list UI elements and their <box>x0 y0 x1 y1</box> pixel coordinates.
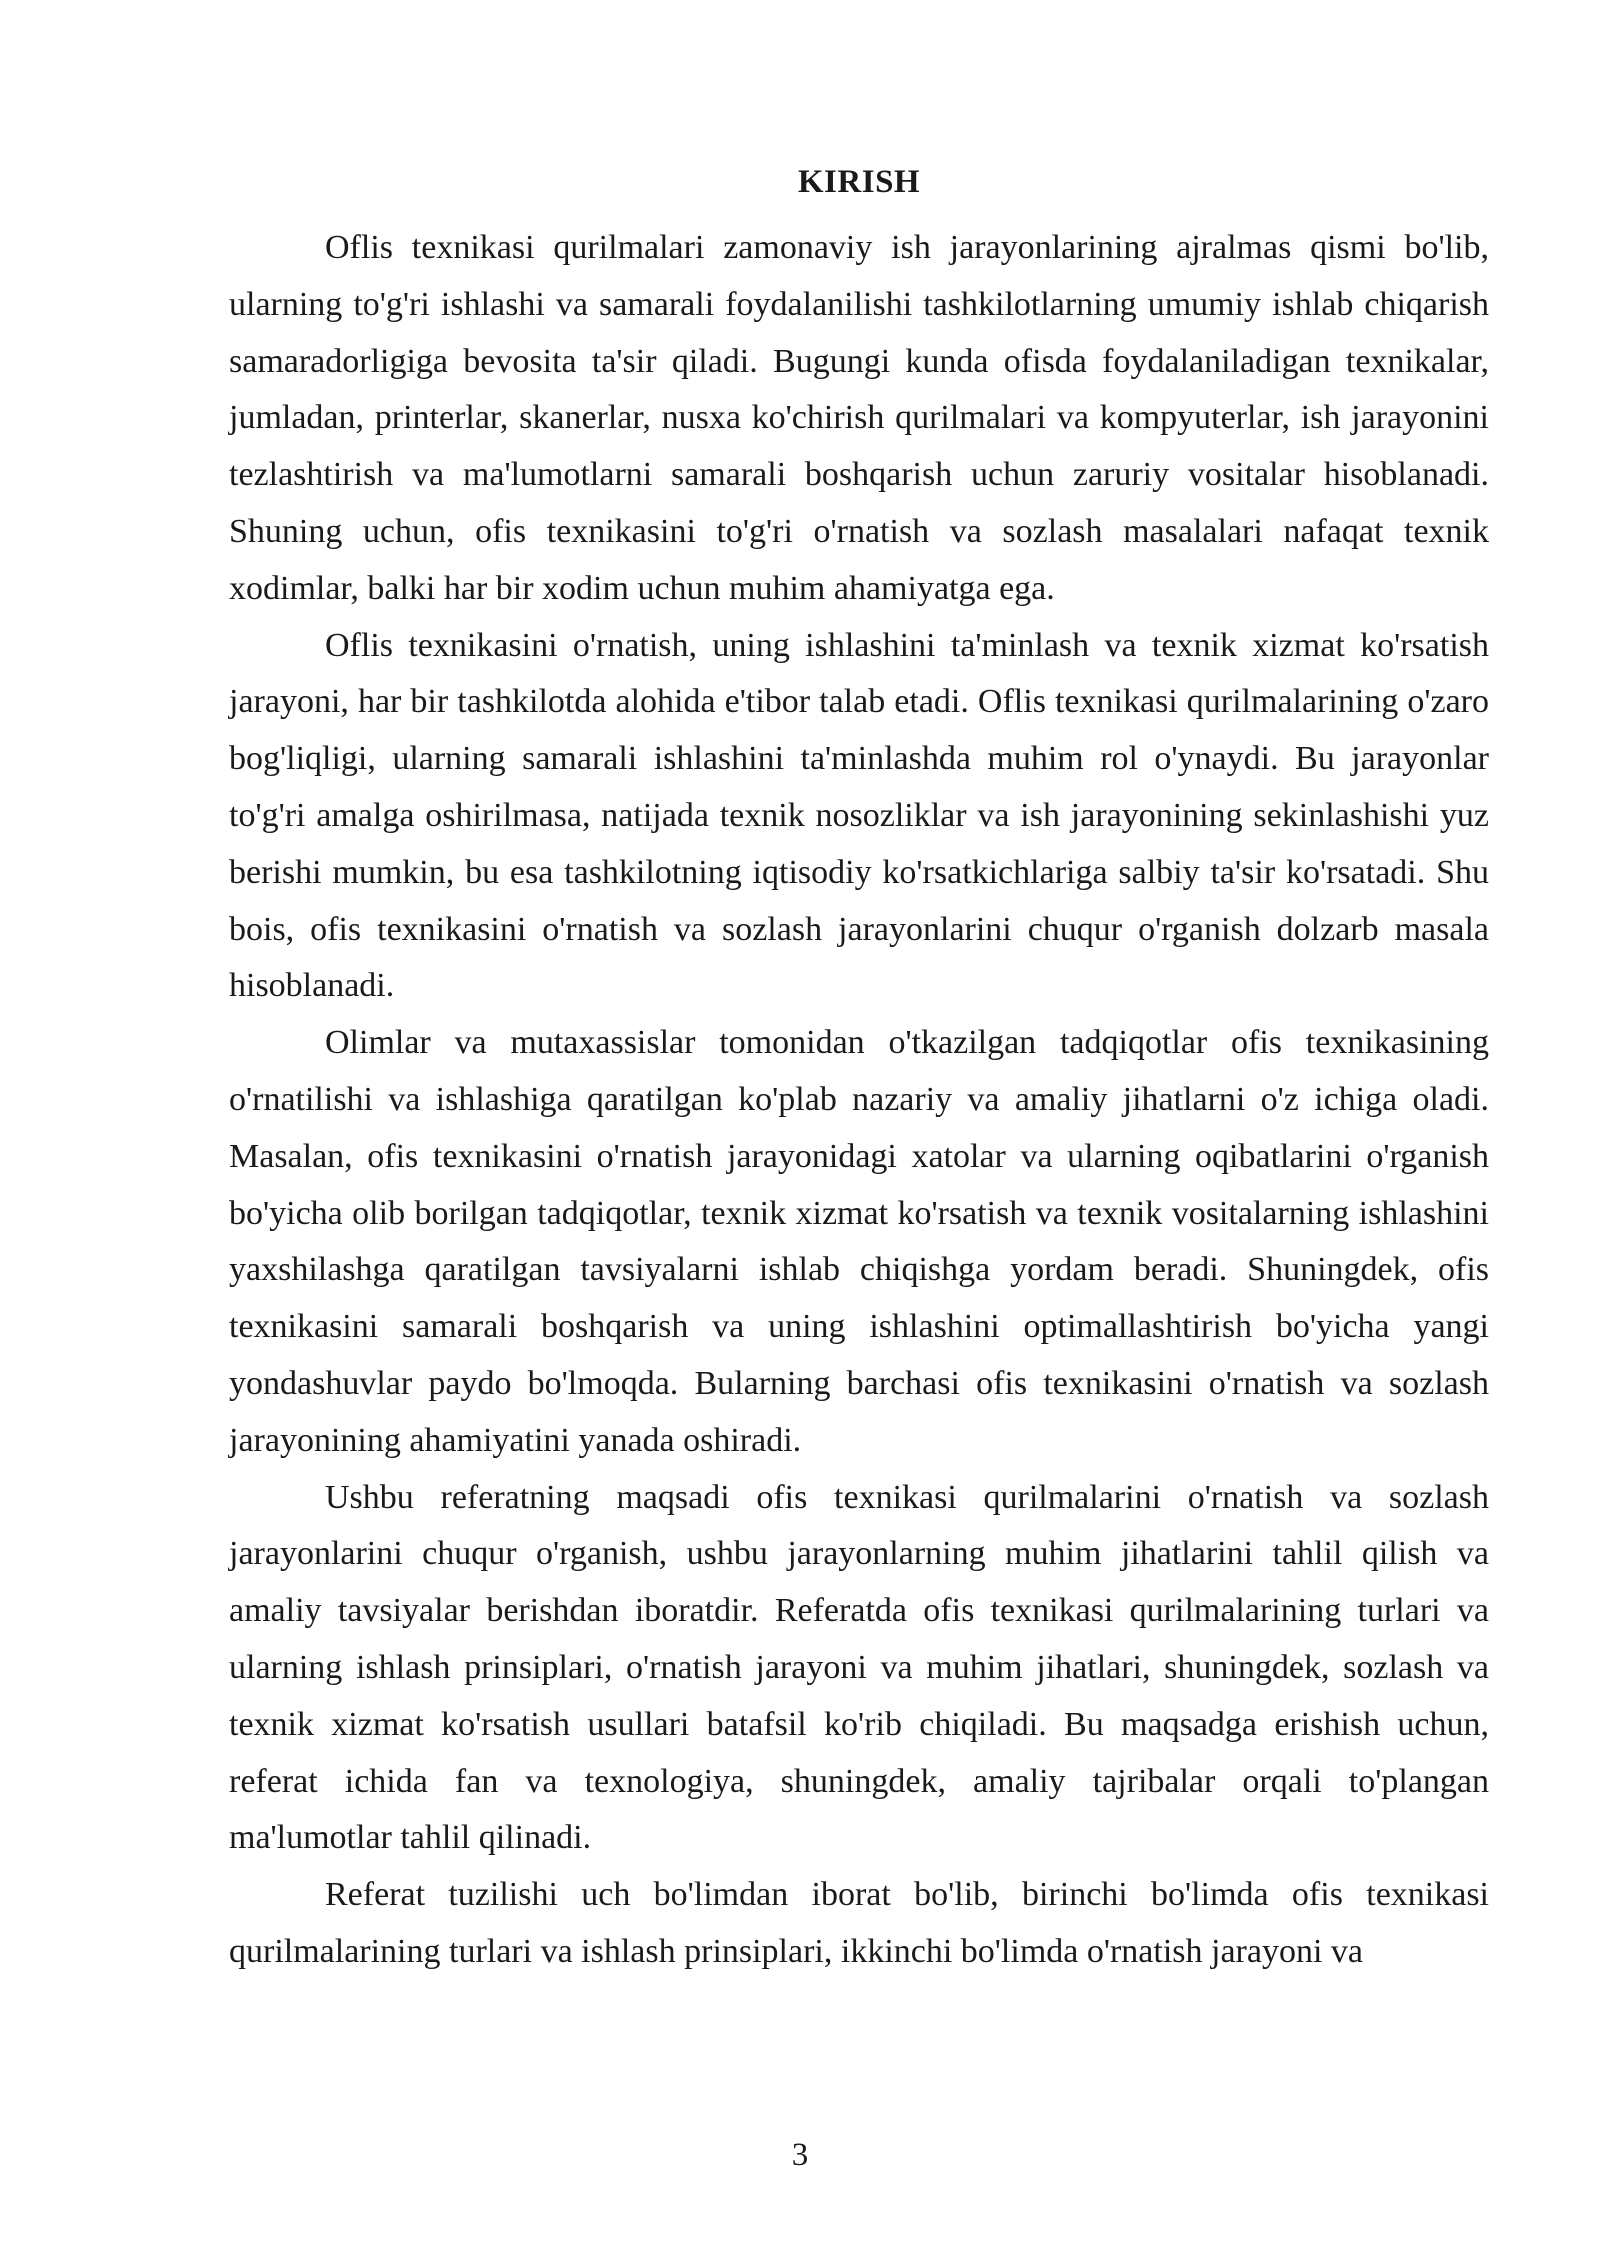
paragraph: Ushbu referatning maqsadi ofis texnikasi qurilmalarini o'rnatish va sozlash jarayonlarini chuqur o'rganish, ushbu jarayonlarning muhim jihatlarini tahlil qilish va amaliy tavsiyalar berishdan iboratdir. Referatda ofis texnikasi qurilmalarining turlari va ularning ishlash prinsiplari, o'rnatish jarayoni va muhim jihatlari, shuningdek, sozlash va texnik xizmat ko'rsatish usullari batafsil ko'rib chiqiladi. Bu maqsadga erishish uchun, referat ichida fan va texnologiya, shuningdek, amaliy tajribalar orqali to'plangan ma'lumotlar tahlil qilinadi. <box>229 1478 1489 1857</box>
section-title: KIRISH <box>797 164 921 200</box>
page-number: 3 <box>791 2137 809 2173</box>
paragraph: Referat tuzilishi uch bo'limdan iborat bo'lib, birinchi bo'limda ofis texnikasi qurilmalarining turlari va ishlash prinsiplari, ikkinchi bo'limda o'rnatish jarayoni va <box>229 1876 1489 1970</box>
paragraph: Oflis texnikasini o'rnatish, uning ishlashini ta'minlash va texnik xizmat ko'rsatish jarayoni, har bir tashkilotda alohida e'tibor talab etadi. Oflis texnikasi qurilmalarining o'zaro bog'liqligi, ularning samarali ishlashini ta'minlashda muhim rol o'ynaydi. Bu jarayonlar to'g'ri amalga oshirilmasa, natijada texnik nosozliklar va ish jarayonining sekinlashishi yuz berishi mumkin, bu esa tashkilotning iqtisodiy ko'rsatkichlariga salbiy ta'sir ko'rsatadi. Shu bois, ofis texnikasini o'rnatish va sozlash jarayonlarini chuqur o'rganish dolzarb masala hisoblanadi. <box>229 626 1489 1005</box>
page-content <box>229 162 1489 1981</box>
paragraph: Olimlar va mutaxassislar tomonidan o'tkazilgan tadqiqotlar ofis texnikasining o'rnatilishi va ishlashiga qaratilgan ko'plab nazariy va amaliy jihatlarni o'z ichiga oladi. Masalan, ofis texnikasini o'rnatish jarayonidagi xatolar va ularning oqibatlarini o'rganish bo'yicha olib borilgan tadqiqotlar, texnik xizmat ko'rsatish va texnik vositalarning ishlashini yaxshilashga qaratilgan tavsiyalarni ishlab chiqishga yordam beradi. Shuningdek, ofis texnikasini samarali boshqarish va uning ishlashini optimallashtirish bo'yicha yangi yondashuvlar paydo bo'lmoqda. Bularning barchasi ofis texnikasini o'rnatish va sozlash jarayonining ahamiyatini yanada oshiradi. <box>229 1024 1489 1459</box>
paragraph: Oflis texnikasi qurilmalari zamonaviy ish jarayonlarining ajralmas qismi bo'lib, ularning to'g'ri ishlashi va samarali foydalanilishi tashkilotlarning umumiy ishlab chiqarish samaradorligiga bevosita ta'sir qiladi. Bugungi kunda ofisda foydalaniladigan texnikalar, jumladan, printerlar, skanerlar, nusxa ko'chirish qurilmalari va kompyuterlar, ish jarayonini tezlashtirish va ma'lumotlarni samarali boshqarish uchun zaruriy vositalar hisoblanadi. Shuning uchun, ofis texnikasini to'g'ri o'rnatish va sozlash masalalari nafaqat texnik xodimlar, balki har bir xodim uchun muhim ahamiyatga ega. <box>229 229 1489 607</box>
